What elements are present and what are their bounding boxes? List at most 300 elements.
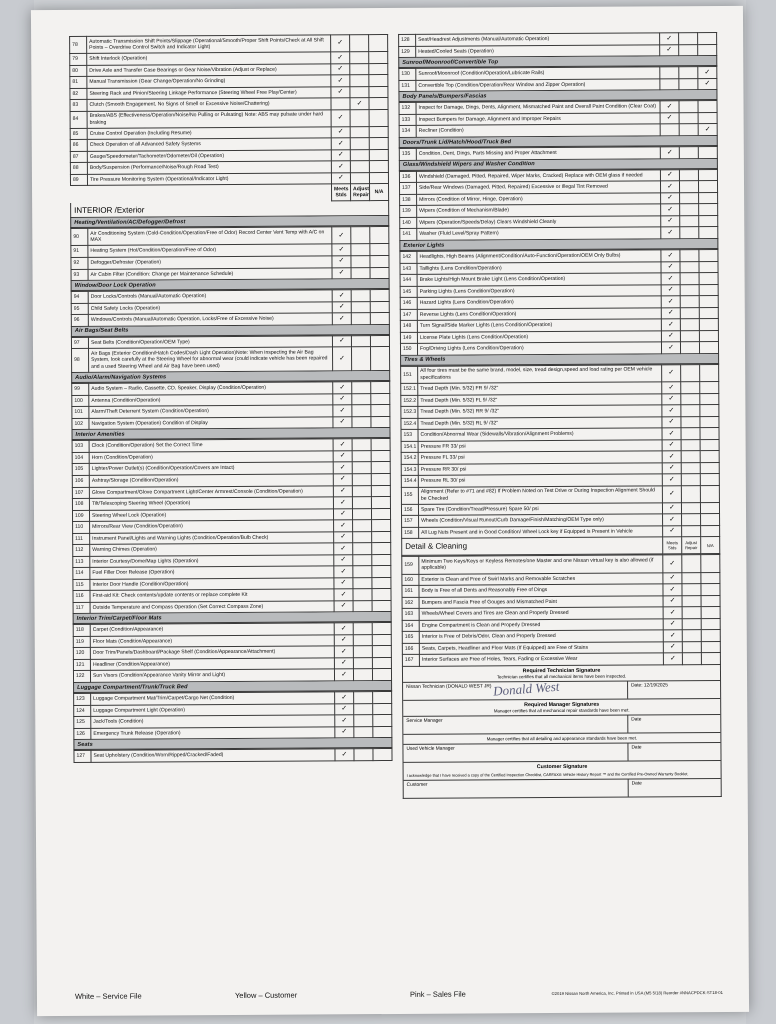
checkbox-na[interactable] <box>700 428 719 440</box>
checkbox-na[interactable] <box>698 112 717 124</box>
checkbox-adjust-repair[interactable] <box>354 703 373 715</box>
checkbox-na[interactable] <box>699 204 718 216</box>
checkbox-na[interactable] <box>373 703 392 715</box>
checkbox-na[interactable] <box>370 244 389 256</box>
checkbox-meets-stds[interactable] <box>663 618 682 630</box>
checkbox-meets-stds[interactable] <box>332 244 351 256</box>
checkbox-na[interactable] <box>698 147 717 159</box>
checkbox-na[interactable] <box>369 52 388 64</box>
checkbox-adjust-repair[interactable] <box>353 600 372 612</box>
checkbox-adjust-repair[interactable] <box>350 149 369 161</box>
checkbox-meets-stds[interactable] <box>334 531 353 543</box>
checkbox-na[interactable] <box>699 192 718 204</box>
checkbox-meets-stds[interactable] <box>663 584 682 596</box>
checkbox-meets-stds[interactable] <box>332 290 351 302</box>
checkbox-meets-stds[interactable] <box>661 250 680 262</box>
checkbox-adjust-repair[interactable] <box>681 462 700 474</box>
checkbox-meets-stds[interactable] <box>334 543 353 555</box>
checkbox-na[interactable] <box>373 726 392 738</box>
checkbox-meets-stds[interactable] <box>660 78 679 90</box>
checkbox-meets-stds[interactable] <box>332 227 351 244</box>
checkbox-adjust-repair[interactable] <box>354 715 373 727</box>
checkbox-na[interactable] <box>701 641 720 653</box>
checkbox-meets-stds[interactable] <box>333 451 352 463</box>
checkbox-meets-stds[interactable] <box>331 86 350 98</box>
checkbox-na[interactable] <box>371 473 390 485</box>
checkbox-adjust-repair[interactable] <box>350 172 369 184</box>
checkbox-adjust-repair[interactable] <box>681 502 700 514</box>
checkbox-na[interactable] <box>701 630 720 642</box>
checkbox-meets-stds[interactable] <box>333 462 352 474</box>
checkbox-meets-stds[interactable] <box>660 147 679 159</box>
checkbox-na[interactable] <box>370 347 389 371</box>
checkbox-na[interactable] <box>701 525 720 537</box>
checkbox-meets-stds[interactable] <box>663 572 682 584</box>
checkbox-adjust-repair[interactable] <box>680 330 699 342</box>
checkbox-meets-stds[interactable] <box>334 577 353 589</box>
checkbox-adjust-repair[interactable] <box>353 634 372 646</box>
checkbox-meets-stds[interactable] <box>660 33 679 45</box>
checkbox-adjust-repair[interactable] <box>681 451 700 463</box>
checkbox-meets-stds[interactable] <box>660 67 679 79</box>
checkbox-adjust-repair[interactable] <box>350 35 369 52</box>
checkbox-adjust-repair[interactable] <box>350 75 369 87</box>
checkbox-adjust-repair[interactable] <box>681 474 700 486</box>
checkbox-adjust-repair[interactable] <box>353 520 372 532</box>
checkbox-na[interactable] <box>700 485 719 502</box>
checkbox-adjust-repair[interactable] <box>679 113 698 125</box>
checkbox-meets-stds[interactable] <box>335 692 354 704</box>
checkbox-na[interactable] <box>701 584 720 596</box>
checkbox-adjust-repair[interactable] <box>353 543 372 555</box>
checkbox-adjust-repair[interactable] <box>350 98 369 110</box>
checkbox-adjust-repair[interactable] <box>353 623 372 635</box>
checkbox-na[interactable] <box>699 261 718 273</box>
checkbox-na[interactable] <box>369 126 388 138</box>
checkbox-meets-stds[interactable] <box>335 703 354 715</box>
checkbox-adjust-repair[interactable] <box>353 646 372 658</box>
checkbox-meets-stds[interactable] <box>662 502 681 514</box>
checkbox-na[interactable] <box>371 497 390 509</box>
tech-signature-field[interactable] <box>403 678 628 699</box>
checkbox-na[interactable] <box>372 657 391 669</box>
checkbox-na[interactable] <box>700 451 719 463</box>
checkbox-adjust-repair[interactable] <box>680 307 699 319</box>
checkbox-na[interactable] <box>698 181 717 193</box>
checkbox-na[interactable] <box>369 75 388 87</box>
checkbox-na[interactable] <box>698 44 717 56</box>
checkbox-na[interactable] <box>699 296 718 308</box>
checkbox-na[interactable] <box>698 67 717 79</box>
checkbox-adjust-repair[interactable] <box>353 669 372 681</box>
service-manager-field[interactable] <box>403 715 628 733</box>
customer-signature-row[interactable] <box>404 778 721 798</box>
checkbox-adjust-repair[interactable] <box>352 405 371 417</box>
checkbox-meets-stds[interactable] <box>662 428 681 440</box>
checkbox-adjust-repair[interactable] <box>350 109 369 126</box>
checkbox-na[interactable] <box>370 267 389 279</box>
checkbox-na[interactable] <box>372 646 391 658</box>
checkbox-na[interactable] <box>373 692 392 704</box>
checkbox-meets-stds[interactable] <box>662 439 681 451</box>
checkbox-adjust-repair[interactable] <box>352 382 371 394</box>
checkbox-adjust-repair[interactable] <box>679 33 698 45</box>
checkbox-meets-stds[interactable] <box>331 109 350 126</box>
checkbox-adjust-repair[interactable] <box>352 451 371 463</box>
checkbox-meets-stds[interactable] <box>331 75 350 87</box>
checkbox-na[interactable] <box>371 439 390 451</box>
checkbox-na[interactable] <box>701 572 720 584</box>
checkbox-meets-stds[interactable] <box>334 658 353 670</box>
checkbox-meets-stds[interactable] <box>333 405 352 417</box>
checkbox-adjust-repair[interactable] <box>682 607 701 619</box>
checkbox-adjust-repair[interactable] <box>681 365 700 382</box>
checkbox-meets-stds[interactable] <box>334 600 353 612</box>
checkbox-na[interactable] <box>701 618 720 630</box>
checkbox-na[interactable] <box>370 227 389 244</box>
checkbox-adjust-repair[interactable] <box>680 284 699 296</box>
checkbox-na[interactable] <box>372 566 391 578</box>
checkbox-meets-stds[interactable] <box>663 641 682 653</box>
checkbox-na[interactable] <box>369 149 388 161</box>
checkbox-na[interactable] <box>699 284 718 296</box>
checkbox-na[interactable] <box>698 124 717 136</box>
checkbox-adjust-repair[interactable] <box>352 416 371 428</box>
checkbox-adjust-repair[interactable] <box>353 589 372 601</box>
checkbox-meets-stds[interactable] <box>331 98 350 110</box>
checkbox-na[interactable] <box>372 543 391 555</box>
checkbox-meets-stds[interactable] <box>661 342 680 354</box>
checkbox-na[interactable] <box>700 364 719 381</box>
checkbox-adjust-repair[interactable] <box>352 508 371 520</box>
checkbox-na[interactable] <box>699 273 718 285</box>
checkbox-adjust-repair[interactable] <box>352 497 371 509</box>
checkbox-adjust-repair[interactable] <box>352 439 371 451</box>
checkbox-adjust-repair[interactable] <box>682 618 701 630</box>
checkbox-na[interactable] <box>372 589 391 601</box>
checkbox-adjust-repair[interactable] <box>353 658 372 670</box>
checkbox-adjust-repair[interactable] <box>351 313 370 325</box>
checkbox-meets-stds[interactable] <box>335 715 354 727</box>
checkbox-na[interactable] <box>699 319 718 331</box>
checkbox-adjust-repair[interactable] <box>680 227 699 239</box>
checkbox-meets-stds[interactable] <box>660 124 679 136</box>
checkbox-adjust-repair[interactable] <box>354 749 373 761</box>
checkbox-adjust-repair[interactable] <box>681 439 700 451</box>
checkbox-adjust-repair[interactable] <box>351 267 370 279</box>
checkbox-meets-stds[interactable] <box>660 170 679 182</box>
checkbox-meets-stds[interactable] <box>662 405 681 417</box>
checkbox-meets-stds[interactable] <box>334 669 353 681</box>
checkbox-na[interactable] <box>372 634 391 646</box>
checkbox-adjust-repair[interactable] <box>681 416 700 428</box>
checkbox-na[interactable] <box>371 382 390 394</box>
checkbox-meets-stds[interactable] <box>663 514 682 526</box>
service-manager-row[interactable] <box>403 714 720 734</box>
checkbox-meets-stds[interactable] <box>661 284 680 296</box>
checkbox-meets-stds[interactable] <box>331 138 350 150</box>
checkbox-meets-stds[interactable] <box>334 646 353 658</box>
checkbox-meets-stds[interactable] <box>663 653 682 665</box>
checkbox-adjust-repair[interactable] <box>681 393 700 405</box>
checkbox-meets-stds[interactable] <box>335 726 354 738</box>
checkbox-meets-stds[interactable] <box>333 497 352 509</box>
checkbox-meets-stds[interactable] <box>662 382 681 394</box>
checkbox-na[interactable] <box>369 63 388 75</box>
checkbox-meets-stds[interactable] <box>334 566 353 578</box>
checkbox-meets-stds[interactable] <box>660 44 679 56</box>
checkbox-meets-stds[interactable] <box>660 101 679 113</box>
checkbox-meets-stds[interactable] <box>661 319 680 331</box>
checkbox-adjust-repair[interactable] <box>681 382 700 394</box>
checkbox-adjust-repair[interactable] <box>682 525 701 537</box>
checkbox-adjust-repair[interactable] <box>351 336 370 348</box>
checkbox-adjust-repair[interactable] <box>680 204 699 216</box>
checkbox-adjust-repair[interactable] <box>354 726 373 738</box>
checkbox-na[interactable] <box>701 595 720 607</box>
checkbox-meets-stds[interactable] <box>334 635 353 647</box>
checkbox-meets-stds[interactable] <box>663 595 682 607</box>
checkbox-adjust-repair[interactable] <box>350 52 369 64</box>
checkbox-adjust-repair[interactable] <box>350 86 369 98</box>
checkbox-adjust-repair[interactable] <box>680 216 699 228</box>
checkbox-na[interactable] <box>700 382 719 394</box>
checkbox-adjust-repair[interactable] <box>680 250 699 262</box>
checkbox-adjust-repair[interactable] <box>681 405 700 417</box>
checkbox-meets-stds[interactable] <box>335 749 354 761</box>
checkbox-meets-stds[interactable] <box>331 35 350 52</box>
checkbox-adjust-repair[interactable] <box>682 630 701 642</box>
checkbox-adjust-repair[interactable] <box>680 319 699 331</box>
checkbox-adjust-repair[interactable] <box>679 169 698 181</box>
checkbox-na[interactable] <box>699 227 718 239</box>
checkbox-meets-stds[interactable] <box>662 485 681 502</box>
checkbox-na[interactable] <box>373 749 392 761</box>
used-vehicle-manager-date-field[interactable] <box>628 743 720 761</box>
checkbox-adjust-repair[interactable] <box>354 692 373 704</box>
checkbox-meets-stds[interactable] <box>662 416 681 428</box>
checkbox-na[interactable] <box>372 600 391 612</box>
checkbox-meets-stds[interactable] <box>332 301 351 313</box>
checkbox-meets-stds[interactable] <box>334 589 353 601</box>
checkbox-meets-stds[interactable] <box>661 296 680 308</box>
checkbox-adjust-repair[interactable] <box>680 193 699 205</box>
checkbox-adjust-repair[interactable] <box>351 347 370 371</box>
checkbox-adjust-repair[interactable] <box>352 462 371 474</box>
checkbox-meets-stds[interactable] <box>334 520 353 532</box>
checkbox-adjust-repair[interactable] <box>681 428 700 440</box>
checkbox-adjust-repair[interactable] <box>352 474 371 486</box>
checkbox-adjust-repair[interactable] <box>353 554 372 566</box>
tech-date-field[interactable] <box>628 681 720 699</box>
checkbox-adjust-repair[interactable] <box>353 577 372 589</box>
checkbox-adjust-repair[interactable] <box>352 393 371 405</box>
checkbox-adjust-repair[interactable] <box>351 290 370 302</box>
checkbox-na[interactable] <box>372 554 391 566</box>
checkbox-na[interactable] <box>700 416 719 428</box>
checkbox-meets-stds[interactable] <box>331 126 350 138</box>
checkbox-adjust-repair[interactable] <box>679 124 698 136</box>
checkbox-na[interactable] <box>371 485 390 497</box>
checkbox-meets-stds[interactable] <box>331 161 350 173</box>
checkbox-meets-stds[interactable] <box>660 181 679 193</box>
used-vehicle-manager-row[interactable] <box>403 742 720 762</box>
checkbox-meets-stds[interactable] <box>663 555 682 572</box>
checkbox-adjust-repair[interactable] <box>352 485 371 497</box>
customer-date-field[interactable] <box>629 779 721 797</box>
checkbox-na[interactable] <box>371 462 390 474</box>
checkbox-meets-stds[interactable] <box>333 439 352 451</box>
used-vehicle-manager-field[interactable] <box>403 743 628 761</box>
checkbox-meets-stds[interactable] <box>662 365 681 382</box>
checkbox-adjust-repair[interactable] <box>679 101 698 113</box>
customer-signature-field[interactable] <box>404 779 629 797</box>
checkbox-meets-stds[interactable] <box>333 416 352 428</box>
checkbox-adjust-repair[interactable] <box>351 256 370 268</box>
checkbox-meets-stds[interactable] <box>331 172 350 184</box>
checkbox-adjust-repair[interactable] <box>351 227 370 244</box>
checkbox-na[interactable] <box>369 98 388 110</box>
service-manager-date-field[interactable] <box>628 715 720 733</box>
checkbox-na[interactable] <box>372 623 391 635</box>
checkbox-na[interactable] <box>369 35 388 52</box>
checkbox-meets-stds[interactable] <box>661 273 680 285</box>
checkbox-meets-stds[interactable] <box>661 307 680 319</box>
checkbox-adjust-repair[interactable] <box>680 296 699 308</box>
checkbox-na[interactable] <box>701 514 720 526</box>
checkbox-adjust-repair[interactable] <box>682 584 701 596</box>
checkbox-na[interactable] <box>372 531 391 543</box>
checkbox-na[interactable] <box>698 101 717 113</box>
checkbox-meets-stds[interactable] <box>661 227 680 239</box>
checkbox-adjust-repair[interactable] <box>353 531 372 543</box>
checkbox-adjust-repair[interactable] <box>350 63 369 75</box>
checkbox-na[interactable] <box>372 577 391 589</box>
checkbox-na[interactable] <box>372 669 391 681</box>
checkbox-na[interactable] <box>370 290 389 302</box>
checkbox-na[interactable] <box>700 502 719 514</box>
checkbox-adjust-repair[interactable] <box>351 244 370 256</box>
checkbox-na[interactable] <box>699 215 718 227</box>
checkbox-meets-stds[interactable] <box>662 474 681 486</box>
checkbox-meets-stds[interactable] <box>331 149 350 161</box>
checkbox-na[interactable] <box>698 78 717 90</box>
checkbox-meets-stds[interactable] <box>331 52 350 64</box>
checkbox-meets-stds[interactable] <box>661 204 680 216</box>
checkbox-na[interactable] <box>369 138 388 150</box>
checkbox-na[interactable] <box>701 607 720 619</box>
checkbox-na[interactable] <box>371 450 390 462</box>
checkbox-na[interactable] <box>698 32 717 44</box>
checkbox-adjust-repair[interactable] <box>679 181 698 193</box>
checkbox-na[interactable] <box>370 255 389 267</box>
checkbox-adjust-repair[interactable] <box>680 273 699 285</box>
checkbox-adjust-repair[interactable] <box>350 126 369 138</box>
checkbox-meets-stds[interactable] <box>663 630 682 642</box>
checkbox-na[interactable] <box>698 169 717 181</box>
checkbox-meets-stds[interactable] <box>663 607 682 619</box>
checkbox-adjust-repair[interactable] <box>679 147 698 159</box>
checkbox-na[interactable] <box>701 653 720 665</box>
checkbox-na[interactable] <box>700 405 719 417</box>
checkbox-meets-stds[interactable] <box>333 485 352 497</box>
checkbox-meets-stds[interactable] <box>662 462 681 474</box>
checkbox-meets-stds[interactable] <box>333 393 352 405</box>
checkbox-adjust-repair[interactable] <box>350 138 369 150</box>
checkbox-na[interactable] <box>700 393 719 405</box>
checkbox-na[interactable] <box>699 250 718 262</box>
checkbox-na[interactable] <box>699 330 718 342</box>
checkbox-meets-stds[interactable] <box>661 330 680 342</box>
checkbox-meets-stds[interactable] <box>332 267 351 279</box>
checkbox-adjust-repair[interactable] <box>679 44 698 56</box>
checkbox-na[interactable] <box>700 474 719 486</box>
checkbox-meets-stds[interactable] <box>663 525 682 537</box>
checkbox-na[interactable] <box>369 161 388 173</box>
checkbox-adjust-repair[interactable] <box>681 485 700 502</box>
checkbox-meets-stds[interactable] <box>331 63 350 75</box>
checkbox-na[interactable] <box>370 335 389 347</box>
checkbox-na[interactable] <box>373 715 392 727</box>
checkbox-adjust-repair[interactable] <box>682 555 701 572</box>
checkbox-adjust-repair[interactable] <box>679 67 698 79</box>
checkbox-meets-stds[interactable] <box>332 256 351 268</box>
checkbox-na[interactable] <box>370 301 389 313</box>
checkbox-meets-stds[interactable] <box>333 474 352 486</box>
checkbox-adjust-repair[interactable] <box>680 261 699 273</box>
checkbox-meets-stds[interactable] <box>334 554 353 566</box>
checkbox-meets-stds[interactable] <box>332 347 351 371</box>
checkbox-na[interactable] <box>699 307 718 319</box>
checkbox-adjust-repair[interactable] <box>682 653 701 665</box>
checkbox-meets-stds[interactable] <box>661 193 680 205</box>
checkbox-meets-stds[interactable] <box>332 336 351 348</box>
checkbox-adjust-repair[interactable] <box>680 342 699 354</box>
checkbox-na[interactable] <box>699 342 718 354</box>
checkbox-adjust-repair[interactable] <box>682 595 701 607</box>
checkbox-na[interactable] <box>700 462 719 474</box>
checkbox-na[interactable] <box>700 439 719 451</box>
checkbox-meets-stds[interactable] <box>334 623 353 635</box>
checkbox-na[interactable] <box>371 393 390 405</box>
checkbox-meets-stds[interactable] <box>661 261 680 273</box>
checkbox-meets-stds[interactable] <box>333 382 352 394</box>
checkbox-meets-stds[interactable] <box>661 216 680 228</box>
checkbox-adjust-repair[interactable] <box>679 78 698 90</box>
checkbox-adjust-repair[interactable] <box>682 641 701 653</box>
checkbox-meets-stds[interactable] <box>332 313 351 325</box>
checkbox-na[interactable] <box>371 416 390 428</box>
checkbox-meets-stds[interactable] <box>333 508 352 520</box>
checkbox-na[interactable] <box>369 86 388 98</box>
checkbox-meets-stds[interactable] <box>662 393 681 405</box>
tech-signature-row[interactable] <box>403 680 720 700</box>
checkbox-na[interactable] <box>371 405 390 417</box>
checkbox-na[interactable] <box>372 520 391 532</box>
checkbox-na[interactable] <box>371 508 390 520</box>
checkbox-adjust-repair[interactable] <box>682 514 701 526</box>
checkbox-na[interactable] <box>369 172 388 184</box>
checkbox-na[interactable] <box>369 109 388 126</box>
checkbox-adjust-repair[interactable] <box>350 161 369 173</box>
checkbox-meets-stds[interactable] <box>662 451 681 463</box>
checkbox-adjust-repair[interactable] <box>351 301 370 313</box>
checkbox-meets-stds[interactable] <box>660 113 679 125</box>
checkbox-adjust-repair[interactable] <box>353 566 372 578</box>
checkbox-na[interactable] <box>370 313 389 325</box>
checkbox-na[interactable] <box>701 555 720 572</box>
checkbox-adjust-repair[interactable] <box>682 572 701 584</box>
